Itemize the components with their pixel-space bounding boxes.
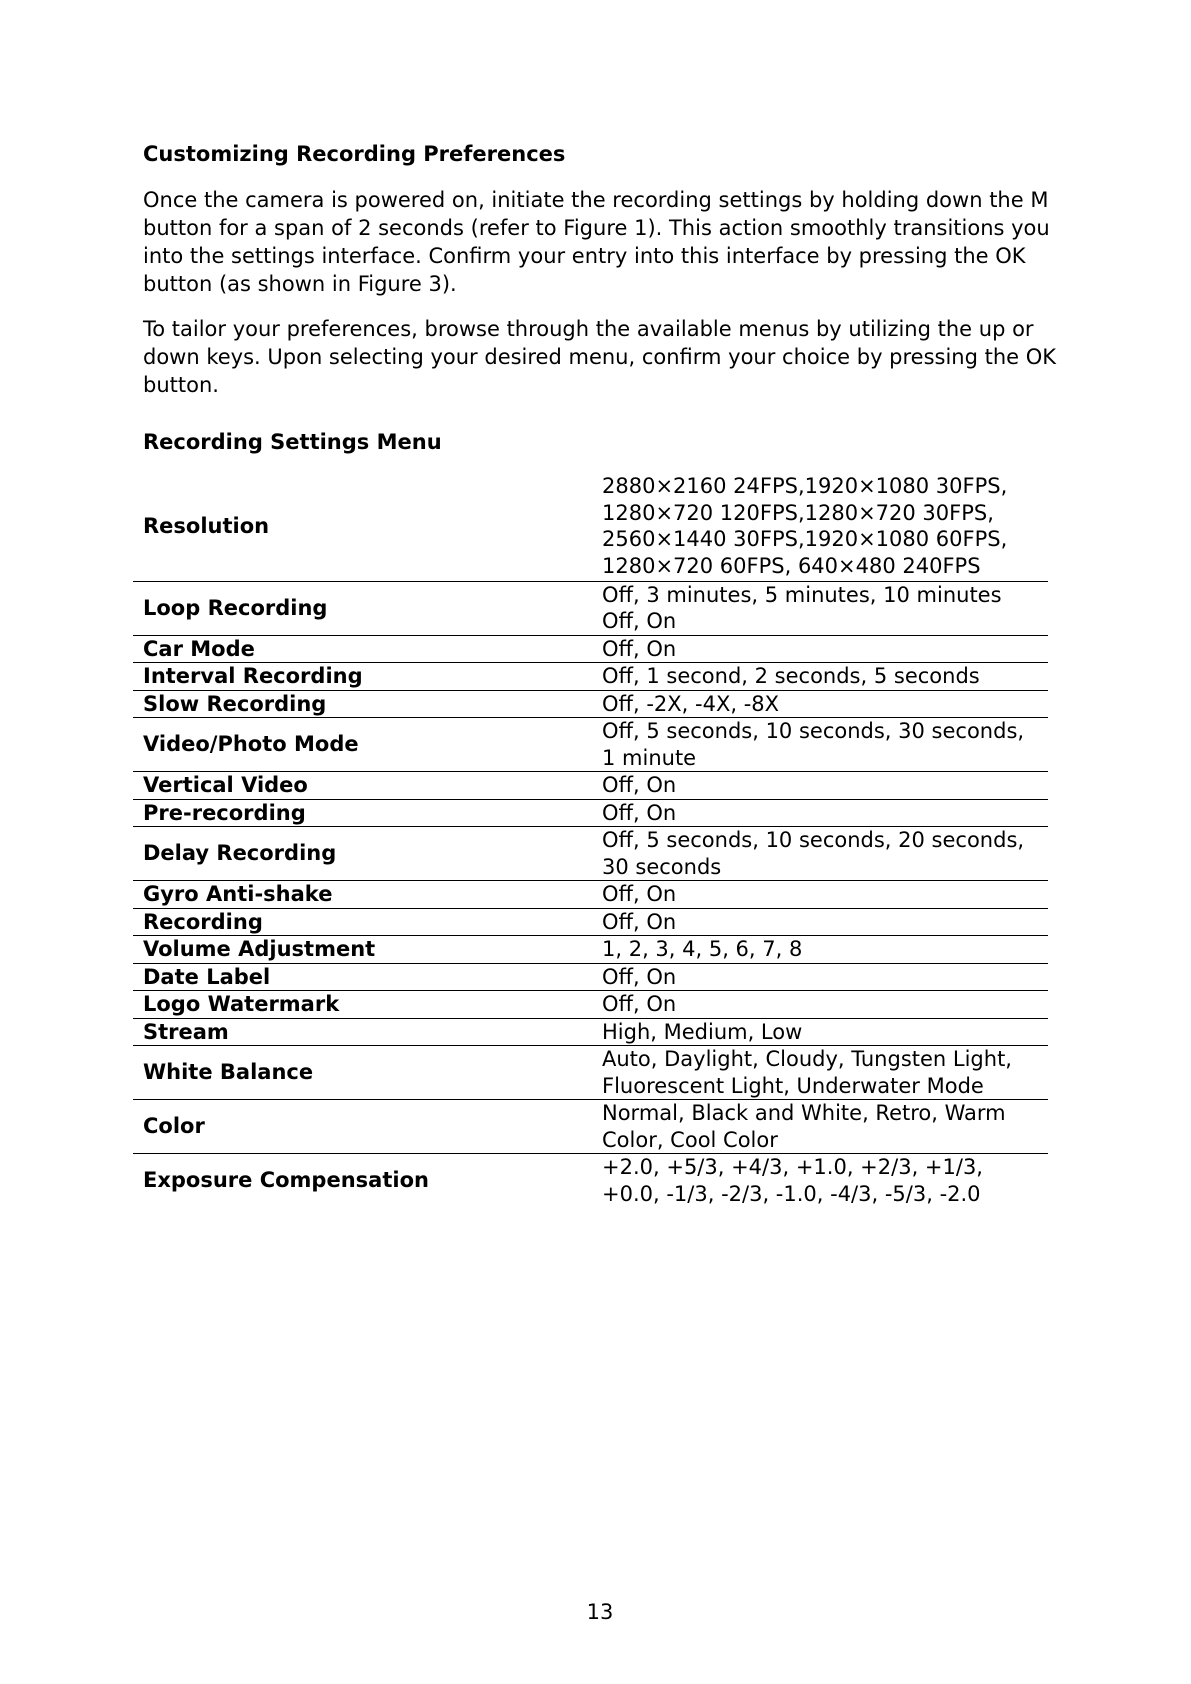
setting-name: Loop Recording xyxy=(143,595,328,620)
navigation-paragraph: To tailor your preferences, browse through the available menus by utilizing the up or down keys. Upon selecting your desired menu, confirm your choice by pressing the OK button. xyxy=(143,317,1057,397)
section-heading: Customizing Recording Preferences xyxy=(143,142,566,166)
setting-name: Pre-recording xyxy=(143,800,306,825)
setting-name: Exposure Compensation xyxy=(143,1168,429,1193)
table-row xyxy=(133,472,1048,581)
table-row xyxy=(133,581,1048,635)
setting-options: +2.0, +5/3, +4/3, +1.0, +2/3, +1/3, +0.0, -1/3, -2/3, -1.0, -4/3, -5/3, -2.0 xyxy=(602,1155,983,1206)
table-row xyxy=(133,1018,1048,1046)
table-row xyxy=(133,827,1048,881)
page-number: 13 xyxy=(586,1600,614,1624)
table-row xyxy=(133,1100,1048,1154)
table-row xyxy=(133,936,1048,964)
setting-options: Off, On xyxy=(602,636,677,661)
settings-table xyxy=(133,472,1048,1207)
setting-options: Off, On xyxy=(602,882,677,906)
table-row xyxy=(133,963,1048,991)
setting-name: Resolution xyxy=(143,514,270,538)
setting-options: 2880×2160 24FPS,1920×1080 30FPS, 1280×720 120FPS,1280×720 30FPS, 2560×1440 30FPS,1920×1080 60FPS, 1280×720 60FPS, 640×480 240FPS xyxy=(602,474,1008,578)
setting-name: Slow Recording xyxy=(143,691,327,716)
setting-options: Auto, Daylight, Cloudy, Tungsten Light, Fluorescent Light, Underwater Mode xyxy=(602,1047,1012,1098)
table-row xyxy=(133,991,1048,1019)
setting-name: Volume Adjustment xyxy=(143,937,376,961)
table-row xyxy=(133,635,1048,663)
setting-options: Off, On xyxy=(602,992,677,1016)
table-row xyxy=(133,690,1048,718)
setting-name: Interval Recording xyxy=(143,664,363,688)
setting-name: Gyro Anti-shake xyxy=(143,882,333,906)
setting-name: Stream xyxy=(143,1019,229,1044)
setting-name: Logo Watermark xyxy=(143,992,340,1016)
setting-name: White Balance xyxy=(143,1060,314,1085)
intro-paragraph: Once the camera is powered on, initiate the recording settings by holding down the M button for a span of 2 seconds (refer to Figure 1). This action smoothly transitions you into the settings interface. Confirm your entry into this interface by pressing the OK button (as shown in Figure 3). xyxy=(143,188,1050,296)
menu-heading: Recording Settings Menu xyxy=(143,430,442,454)
setting-options: 1, 2, 3, 4, 5, 6, 7, 8 xyxy=(602,937,803,961)
setting-options: Off, 3 minutes, 5 minutes, 10 minutes Off, On xyxy=(602,582,1002,633)
table-row xyxy=(133,1154,1048,1208)
setting-name: Color xyxy=(143,1114,205,1139)
setting-name: Vertical Video xyxy=(143,773,308,797)
setting-options: Off, 1 second, 2 seconds, 5 seconds xyxy=(602,664,980,688)
setting-name: Delay Recording xyxy=(143,841,337,866)
setting-options: Normal, Black and White, Retro, Warm Color, Cool Color xyxy=(602,1101,1006,1152)
setting-options: Off, On xyxy=(602,800,677,825)
setting-name: Car Mode xyxy=(143,636,255,661)
table-row xyxy=(133,908,1048,936)
table-row xyxy=(133,663,1048,691)
table-row xyxy=(133,881,1048,909)
setting-options: Off, -2X, -4X, -8X xyxy=(602,691,780,716)
setting-name: Video/Photo Mode xyxy=(143,732,359,757)
setting-options: Off, 5 seconds, 10 seconds, 20 seconds, 30 seconds xyxy=(602,828,1025,879)
setting-options: Off, On xyxy=(602,773,677,797)
setting-options: High, Medium, Low xyxy=(602,1019,803,1044)
table-row xyxy=(133,772,1048,800)
setting-options: Off, On xyxy=(602,964,677,989)
table-row xyxy=(133,799,1048,827)
table-row xyxy=(133,718,1048,772)
setting-options: Off, On xyxy=(602,909,677,934)
setting-name: Date Label xyxy=(143,964,271,989)
setting-options: Off, 5 seconds, 10 seconds, 30 seconds, 1 minute xyxy=(602,719,1025,770)
table-row xyxy=(133,1046,1048,1100)
setting-name: Recording xyxy=(143,909,263,934)
